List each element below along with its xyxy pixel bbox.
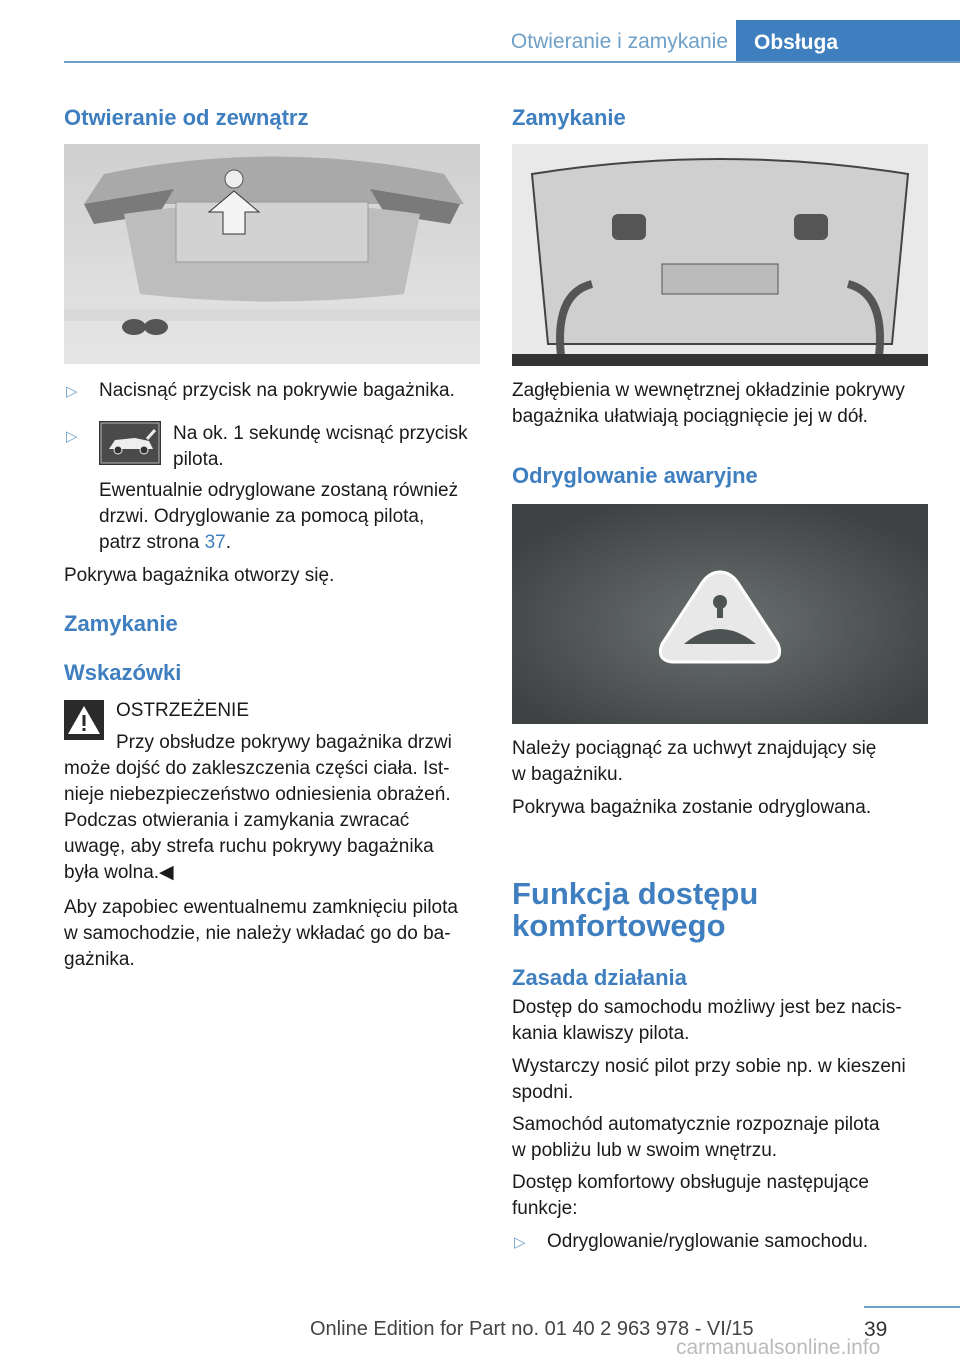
functions-line1: Dostęp komfortowy obsługuje następujące bbox=[512, 1172, 869, 1193]
note-suffix: . bbox=[225, 532, 232, 553]
functions-line2: funkcje: bbox=[512, 1198, 578, 1219]
warning-title: OSTRZEŻENIE bbox=[116, 700, 250, 721]
pull-line1: Należy pociągnąć za uchwyt znajdujący się bbox=[512, 738, 877, 759]
recognize-line1: Samochód automatycznie rozpoznaje pilota bbox=[512, 1114, 880, 1135]
header-rule bbox=[64, 61, 960, 63]
warning-line2: może dojść do zakleszczenia części ciała. Ist‐ bbox=[64, 758, 450, 779]
bullet-icon: ▷ bbox=[66, 383, 78, 400]
trunk-opens-text: Pokrywa bagażnika otworzy się. bbox=[64, 565, 335, 586]
note-line1: Ewentualnie odryglowane zostaną również bbox=[99, 480, 459, 501]
note-prefix: patrz strona bbox=[99, 532, 205, 553]
unlocked-text: Pokrywa bagażnika zostanie odryglowana. bbox=[512, 797, 872, 818]
heading-closing-left: Zamykanie bbox=[64, 611, 178, 636]
edition-text: Online Edition for Part no. 01 40 2 963 978 - VI/15 bbox=[310, 1318, 754, 1340]
note-line3 bbox=[99, 530, 231, 556]
bullet-lock-unlock: Odryglowanie/ryglowanie samochodu. bbox=[547, 1231, 869, 1252]
avoid-line1: Aby zapobiec ewentualnemu zamknięciu pilota bbox=[64, 897, 458, 918]
pull-line2: w bagażniku. bbox=[512, 764, 623, 785]
note-line2: drzwi. Odryglowanie za pomocą pilota, bbox=[99, 506, 425, 527]
warning-line1: Przy obsłudze pokrywy bagażnika drzwi bbox=[116, 732, 452, 753]
car-rear-image bbox=[64, 144, 480, 364]
warning-line6: była wolna.◀ bbox=[64, 862, 174, 883]
warning-line3: nieje niebezpieczeństwo odniesienia obrażeń. bbox=[64, 784, 451, 805]
page-number: 39 bbox=[864, 1318, 888, 1341]
recess-line1: Zagłębienia w wewnętrznej okładzinie pokrywy bbox=[512, 380, 905, 401]
warning-line5: uwagę, aby strefa ruchu pokrywy bagażnika bbox=[64, 836, 434, 857]
heading-notes: Wskazówki bbox=[64, 660, 182, 685]
carry-line2: spodni. bbox=[512, 1082, 574, 1103]
recognize-line2: w pobliżu lub w swoim wnętrzu. bbox=[512, 1140, 778, 1161]
heading-emergency: Odryglowanie awaryjne bbox=[512, 463, 758, 488]
car-trunk-remote-icon bbox=[99, 421, 161, 465]
avoid-line2: w samochodzie, nie należy wkładać go do ba‐ bbox=[64, 923, 451, 944]
heading-closing-right: Zamykanie bbox=[512, 105, 626, 130]
emergency-handle-image bbox=[512, 504, 928, 724]
watermark: carmanualsonline.info bbox=[676, 1336, 881, 1359]
footer-rule bbox=[864, 1306, 960, 1308]
chapter-heading-line1: Funkcja dostępu bbox=[512, 876, 759, 911]
bullet-icon: ▷ bbox=[514, 1234, 526, 1251]
bullet-icon: ▷ bbox=[66, 428, 78, 445]
principle-line1: Dostęp do samochodu możliwy jest bez nacis‐ bbox=[512, 997, 902, 1018]
bullet-remote-line2: pilota. bbox=[173, 449, 224, 470]
page-link[interactable]: 37 bbox=[204, 532, 226, 553]
bullet-press-button: Nacisnąć przycisk na pokrywie bagażnika. bbox=[99, 380, 455, 401]
heading-opening-outside: Otwieranie od zewnątrz bbox=[64, 105, 309, 130]
heading-principle: Zasada działania bbox=[512, 965, 687, 990]
header-tab: Obsługa bbox=[736, 20, 960, 63]
recess-line2: bagażnika ułatwiają pociągnięcie jej w dół. bbox=[512, 406, 868, 427]
trunk-lid-inside-image bbox=[512, 144, 928, 366]
carry-line1: Wystarczy nosić pilot przy sobie np. w kieszeni bbox=[512, 1056, 906, 1077]
avoid-line3: gażnika. bbox=[64, 949, 135, 970]
header-section-title: Otwieranie i zamykanie bbox=[510, 30, 728, 53]
bullet-remote-line1: Na ok. 1 sekundę wcisnąć przycisk bbox=[173, 423, 468, 444]
chapter-heading-line2: komfortowego bbox=[512, 908, 726, 943]
warning-triangle-icon bbox=[64, 700, 104, 740]
warning-line4: Podczas otwierania i zamykania zwracać bbox=[64, 810, 410, 831]
principle-line2: kania klawiszy pilota. bbox=[512, 1023, 690, 1044]
